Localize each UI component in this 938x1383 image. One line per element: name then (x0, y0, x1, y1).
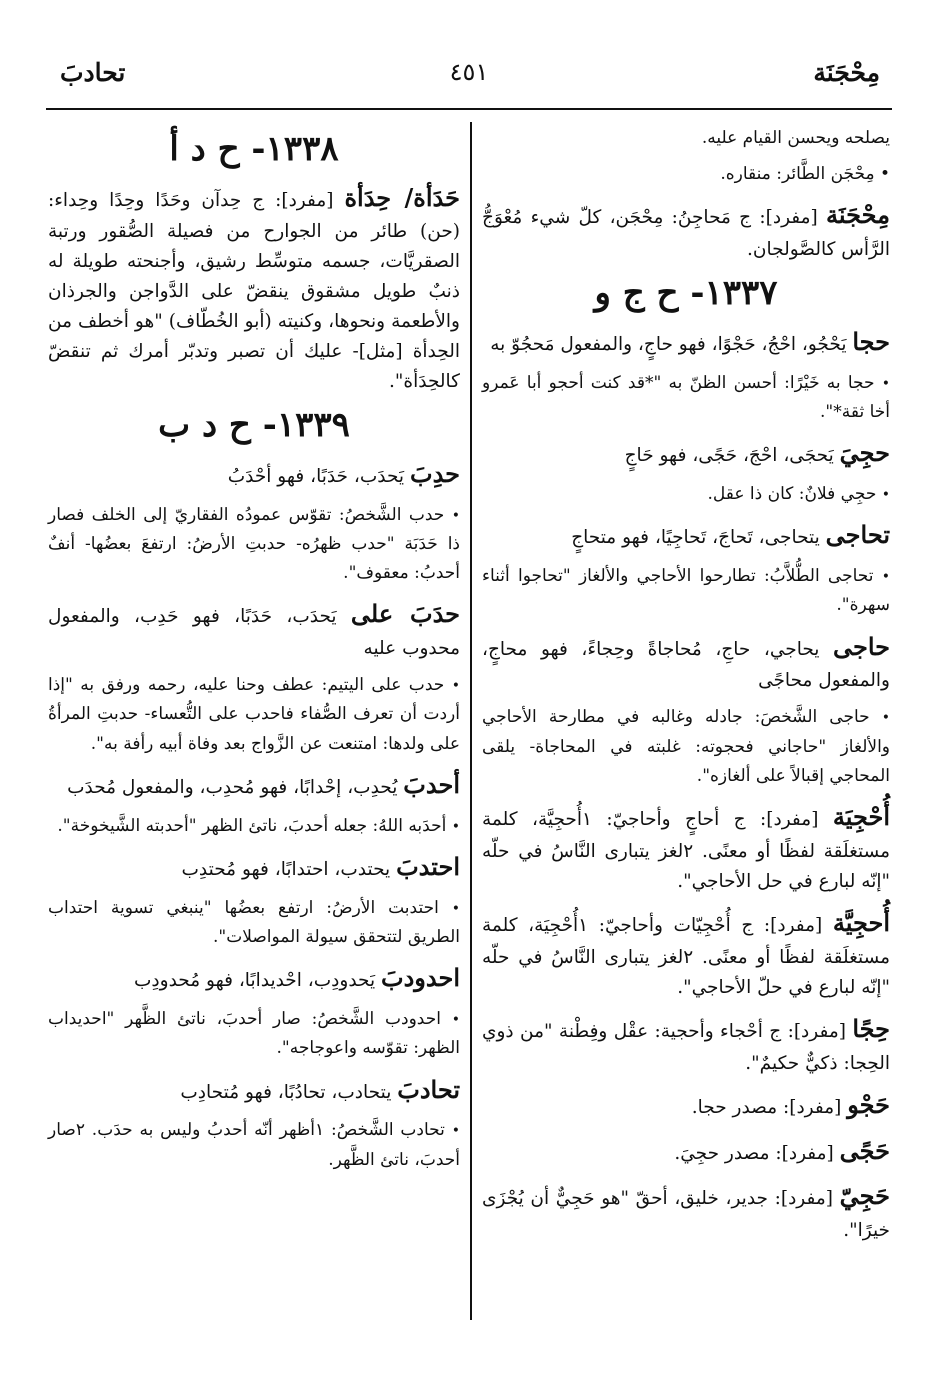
entry (482, 1010, 890, 1079)
entry (48, 959, 460, 998)
entry-body: [مفرد]: مصدر حجِيَ. (674, 1142, 834, 1164)
entry-headword: احتدبَ (396, 851, 460, 881)
entry (482, 904, 890, 1003)
bullet-icon: • (881, 710, 890, 727)
entry-body: يَحْجُو، احْجُ، حَجْوًا، فهو حاجٍ، والمفعول مَحجُوّ به (490, 333, 847, 355)
entry-body: [مفرد]: ج أُحْجِيّات وأحاجيّ: ١أُحْجِيَة، كلمة مستغلَقة لفظًا أو معنًى. ٢لغز يتبارى النَّاسُ في حلّه "إنّه لبارع في حلّ الأحاجي". (482, 914, 890, 998)
sense-text: تحاجى الطُّلاَّبُ: تطارحوا الأحاجي والألغاز "تحاجوا أثناء سهرة". (482, 566, 890, 616)
header-right-word: مِحْجَنَة (813, 58, 880, 87)
bullet-icon: • (451, 1123, 460, 1140)
entry-body: يتحاجى، تَحاجَ، تَحاجِيًا، فهو متحاجٍ (571, 527, 820, 549)
entry (482, 798, 890, 897)
entry-headword: حَجْو (847, 1089, 890, 1119)
entry-body: يحتدب، احتدابًا، فهو مُحتدِب (181, 858, 391, 880)
entry-headword: تحاجى (825, 520, 890, 550)
sense (482, 562, 890, 620)
left-column (48, 124, 460, 1182)
entry-headword: حَدَأة/ حِدَأة (344, 182, 460, 212)
sense-line-text: • مِحْجَن الطَّائر: منقاره. (720, 164, 890, 185)
entry-body: [مفرد]: جدير، خليق، أحقّ "هو حَجِيٌّ أن يُجْزَى خيرًا". (482, 1188, 890, 1242)
sense-text: حدب على اليتيم: عطف وحنا عليه، رحمه ورفق به "إذا أردت أن تعرف الصُّفاء فاحدب على التُّعساء- حدبتِ المرأةُ على ولدها: امتنعت عن الزَّواج بعد وفاة أبيه رأفة به". (48, 675, 460, 754)
sense-text: حاجى الشَّخصَ: جادله وغالبه في مطارحة الأحاجي والألغاز "حاجاني فحجوته: غلبته في المحاجاة- يلقى المحاجي إقبالاً على ألغازه". (482, 707, 890, 786)
entry-headword: مِحْجَنَة (826, 200, 890, 230)
entry (482, 1086, 890, 1125)
sense (482, 703, 890, 791)
entry (482, 516, 890, 555)
continuation-line: يصلحه ويحسن القيام عليه. (701, 128, 890, 148)
entry-headword: حِجًا (852, 1013, 890, 1043)
entry-body: [مفرد]: ج حِدآن وحَدًا وحِدًا وحِداء: (حن) طائر من الجوارح من فصيلة الصُّقور ورتبة الصقريَّات، جسمه متوسِّط رشيق، وأجنحته طويلة له ذنبٌ طويل مشقوق ينقضّ على الدَّواجن والجرذان والأطعمة ونحوها، وكنيته (أبو الخُطّاف) "هو أخطف من الحِدأة [مثل]- عليك أن تصبر وتدبّر أمرك ثم تنقضّ كالحِدَأة". (48, 189, 460, 393)
entry (482, 1177, 890, 1246)
bullet-icon: • (451, 818, 460, 835)
entry-body: يتحادب، تحادُبًا، فهو مُتحادِب (180, 1081, 392, 1103)
entry-headword: حجا (852, 326, 890, 356)
bullet-icon: • (881, 375, 890, 392)
entry-headword: حجِيَ (839, 438, 890, 468)
entry-headword: احدودبَ (381, 963, 460, 993)
bullet-icon: • (451, 507, 460, 524)
sense (48, 1005, 460, 1063)
entry (482, 323, 890, 362)
sense-text: أحدَبه اللهُ: جعله أحدبَ، ناتئ الظهر "أحدبته الشَّيخوخة". (57, 815, 447, 836)
sense (48, 1116, 460, 1174)
sense-line (482, 160, 890, 189)
entry-body: [مفرد]: مصدر حجا. (691, 1096, 842, 1118)
section-title-1338: ١٣٣٨- ح د أ (169, 129, 339, 169)
sense-text: حدب الشَّخصُ: تقوّس عمودُه الفقاريّ إلى الخلف فصار ذا حَدَبَة "حدب ظهرُه- حدبتِ الأرضُ: ارتفعَ بعضُها- أنفٌ أحدبُ: معقوف". (48, 504, 460, 584)
bullet-icon: • (451, 1012, 460, 1029)
right-column (482, 124, 890, 1253)
entry-body: يحاجي، حاجِ، مُحاجاةً وحِجاءً، فهو محاجٍ، والمفعول محاجًى (482, 638, 890, 692)
page-number: ٤٥١ (449, 58, 489, 86)
bullet-icon: • (881, 569, 890, 586)
entry (482, 1132, 890, 1171)
entry (48, 766, 460, 805)
entry-headword: أُحجِيَّة (832, 907, 890, 937)
sense (48, 812, 460, 841)
bullet-icon: • (451, 900, 461, 917)
entry-headword: أُحْجِيَة (832, 802, 890, 832)
entry (48, 848, 460, 887)
section-title-1337: ١٣٣٧- ح ج و (594, 273, 778, 314)
entry (482, 434, 890, 473)
entry-body: يَحجَى، احْجَ، حَجًى، فهو حَاجٍ (624, 445, 834, 467)
entry-body: يَحدَب، حَدَبًا، فهو أحْدَبُ (227, 465, 405, 487)
entry-body: [مفرد]: ج مَحاجِنُ: مِحْجَن، كلّ شيء مُعْوَجُّ الرَّأس كالصَّولجان. (482, 207, 890, 261)
header-rule (46, 108, 892, 110)
entry-headword: حَجًى (839, 1135, 890, 1165)
entry (482, 628, 890, 697)
entry-body: يَحدَب، حَدَبًا، فهو حَدِب، والمفعول محدوب عليه (48, 606, 460, 660)
sense-text: تحادب الشَّخصُ: ١أظهر أنّه أحدبُ وليس به حدَب. ٢صار أحدبَ، ناتئ الظَّهر. (48, 1120, 460, 1170)
entry (48, 595, 460, 664)
sense-text: احتدبت الأرضُ: ارتفع بعضُها "ينبغي تسوية احتداب الطريق لتتحقق سيولة المواصلات". (48, 897, 460, 948)
entry-headword: حاجى (833, 631, 890, 661)
entry-body: [مفرد]: ج أحْجاء وأحجية: عقْل وفِطْنة "من ذوي الحِجا: ذكيٌّ حكيمٌ". (482, 1020, 890, 1074)
column-separator (470, 122, 472, 1320)
sense-text: حجا به خَيْرًا: أحسن الظنّ به "*قد كنت أحجو أبا عَمرو أخا ثقة*". (482, 372, 890, 422)
sense (48, 501, 460, 589)
entry-body: [مفرد]: ج أحاجٍ وأحاجيّ: ١أُحجِيَّة، كلمة مستغلَقة لفظًا أو معنًى. ٢لغز يتبارى النَّاسُ في حلّه "إنّه لبارع في حل الأحاجي". (482, 809, 890, 892)
entry-headword: حدِبَ (409, 458, 460, 488)
entry-body: يَحدودِب، احْديدابًا، فهو مُحدودِب (134, 970, 376, 992)
entry-headword: حدَبَ على (350, 599, 461, 629)
entry-body: يُحدِب، إحْدابًا، فهو مُحدِب، والمفعول مُحدَب (67, 776, 398, 798)
sense (482, 480, 890, 509)
bullet-icon: • (451, 678, 460, 695)
entry-hidaa (48, 179, 460, 398)
entry-headword: تحادبَ (397, 1074, 460, 1104)
entry-mihjana (482, 196, 890, 265)
entry-headword: أحدبَ (403, 769, 460, 799)
bullet-icon: • (881, 487, 890, 504)
header-left-word: تحادبَ (60, 58, 126, 87)
section-title-1339: ١٣٣٩- ح د ب (158, 405, 350, 446)
sense (48, 671, 460, 759)
sense-text: حجِي فلانٌ: كان ذا عقل. (707, 484, 877, 505)
sense (48, 894, 460, 952)
entry (48, 1071, 460, 1110)
entry-headword: حَجِيّ (839, 1181, 890, 1211)
sense (482, 369, 890, 427)
entry (48, 455, 460, 494)
sense-text: احدودب الشَّخصُ: صار أحدبَ، ناتئ الظَّهر "احديداب الظهر: تقوّسه واعوجاجه". (48, 1009, 460, 1059)
